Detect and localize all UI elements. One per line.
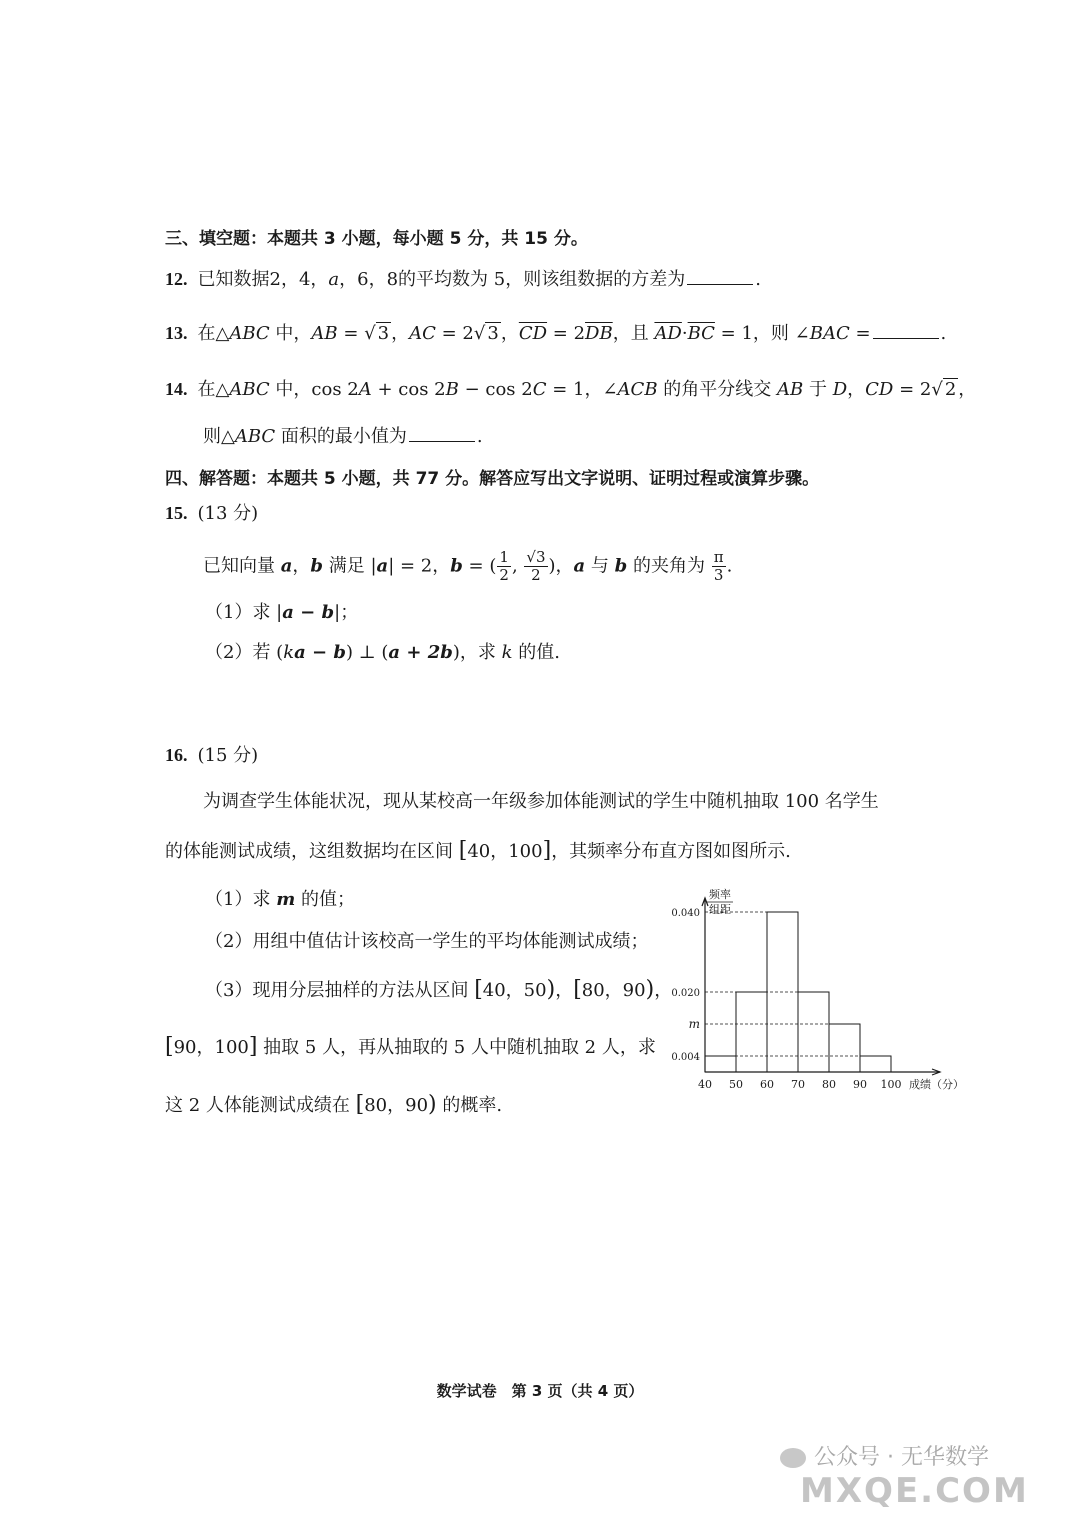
q14-D: D [832,379,848,400]
q15-p2a: a − b [294,642,346,663]
q15-t9: 的夹角为 [627,555,711,577]
q16-p3l3pre: 这 2 人体能测试成绩在 [165,1095,356,1116]
q16-p1pre: （1）求 [205,889,277,910]
q14-t3: + cos 2 [371,379,446,400]
q14-C: C [532,379,547,400]
y-tick-label: m [688,1017,700,1031]
q12-end: . [755,269,761,290]
q16-p3l2post: 抽取 5 人，再从抽取的 5 人中随机抽取 2 人，求 [257,1037,656,1058]
question-score: (15 分) [197,745,259,766]
q15-t3: 满足 | [323,555,377,577]
section-3-title: 三、填空题：本题共 3 小题，每小题 5 分，共 15 分。 [165,229,588,249]
question-14-line2 [203,424,483,450]
q13-comma1: ， [391,323,410,344]
x-axis-label: 成绩（分） [909,1078,964,1091]
q13-bac: BAC [809,323,850,344]
question-number: 16. [165,745,188,765]
bracket-close: ) [546,977,556,1002]
interval: 80，90 [581,980,646,1001]
y-tick-label: 0.020 [671,988,700,999]
q15-p2post: )，求 [452,642,502,663]
wechat-icon [780,1448,806,1468]
q13-ac: AC [409,323,436,344]
q16-p3pre: （3）现用分层抽样的方法从区间 [205,980,475,1001]
vec-b: b [614,555,628,577]
q13-abc: ABC [229,323,270,344]
vec-b: b [310,555,323,577]
x-tick-label: 90 [853,1078,867,1091]
y-tick-label: 0.040 [671,908,700,919]
y-axis-label-bottom: 组距 [709,903,731,916]
q14-t6: 的角平分线交 [657,379,777,400]
q16-l2pre: 的体能测试成绩，这组数据均在区间 [165,841,459,862]
vector-cd: $\overline{CD}$ [518,323,548,344]
answer-blank[interactable] [687,268,753,285]
vec-a: a [280,555,293,577]
q14-t9: = 2 [893,379,932,400]
q13-end: . [940,323,947,344]
bracket-close: ) [428,1092,437,1117]
q14-A: A [358,379,372,400]
q13-dot: · [681,323,688,344]
var-k: k [283,642,295,663]
question-15-part1 [205,600,358,626]
page-footer: 数学试卷 第 3 页（共 4 页） [436,1382,644,1400]
q14-abc: ABC [229,379,270,400]
q14-acb: ACB [617,379,658,400]
q15-p2end: 的值. [512,642,560,663]
watermark-site: MXQE.COM [800,1471,1029,1511]
frequency-histogram [660,882,980,1102]
x-tick-label: 80 [822,1078,836,1091]
bracket-open: [ [165,1034,174,1059]
q13-sqrt3: 3 [377,323,390,344]
histogram-bar [829,1024,860,1072]
question-16-part3-line3 [165,1092,502,1119]
var-m: m [276,889,296,910]
q14-l2abc: ABC [234,426,276,447]
q14-t1: 在△ [197,379,230,400]
question-16-line2 [165,838,791,865]
question-15-part2 [205,640,560,666]
vec-b: b [450,555,463,577]
q15-p1pre: （1）求 | [205,602,283,623]
vector-ad: $\overline{AD}$ [654,323,682,344]
fraction [497,549,511,584]
separator: ， [555,980,574,1001]
q15-t7: )， [548,555,574,577]
denominator: 2 [531,566,541,584]
q14-sqrt2: 2 [944,379,957,400]
numerator: 1 [499,548,509,566]
q15-t8: 与 [585,555,615,577]
q15-p2mid: ) ⊥ ( [346,642,389,663]
bracket-close: ) [645,977,655,1002]
x-tick-label: 100 [880,1078,902,1091]
q14-t2: 中，cos 2 [269,379,359,400]
interval: 40，100 [467,841,543,862]
var-k: k [501,642,513,663]
histogram-bar [860,1056,891,1072]
q12-mid: 的平均数为 5，则该组数据的方差为 [398,269,686,290]
vec-a: a [376,555,389,577]
y-tick-label: 0.004 [671,1052,700,1063]
bracket-open: [ [474,977,483,1002]
q15-t5: = ( [462,555,497,577]
question-number: 13. [165,323,188,343]
question-16-header [165,742,258,769]
q16-p3l3post: 的概率. [436,1095,503,1116]
q14-cd: CD [865,379,894,400]
q14-end: . [476,426,483,447]
q13-t1: 在△ [197,323,230,344]
histogram-bar [736,992,767,1072]
question-score: (13 分) [197,503,259,524]
separator: ， [654,980,673,1001]
question-15-header [165,500,258,527]
q14-t7: 于 [803,379,833,400]
q13-t2: 中， [269,323,312,344]
q15-t2: ， [292,555,311,577]
watermark [780,1440,1080,1511]
answer-blank[interactable] [873,322,939,339]
q15-t6: , [511,555,524,577]
question-16-part1 [205,887,355,913]
question-16-line1: 为调查学生体能状况，现从某校高一年级参加体能测试的学生中随机抽取 100 名学生 [203,791,879,812]
q13-sqrt3b: 3 [487,323,499,344]
bracket-close: ] [542,838,552,863]
q16-l2post: ，其频率分布直方图如图所示. [551,841,791,862]
q16-p1post: 的值； [295,889,355,910]
q13-ab: AB [311,323,338,344]
bracket-open: [ [573,977,582,1002]
histogram-bar [705,1056,736,1072]
q14-ab: AB [777,379,804,400]
y-axis-label-top: 频率 [709,888,731,901]
question-12 [165,266,761,293]
x-tick-label: 50 [729,1078,743,1091]
answer-blank[interactable] [409,425,475,442]
histogram-bar [798,992,829,1072]
question-16-part3-line2 [165,1034,656,1061]
q15-p1post: |； [334,602,359,623]
q15-p2pre: （2）若 ( [205,642,284,663]
q14-B: B [445,379,459,400]
interval: 80，90 [364,1095,429,1116]
denominator: 3 [713,566,724,584]
q15-p2c: a + 2b [388,642,453,663]
q13-eq5: = [849,323,871,344]
vector-db: $\overline{DB}$ [585,323,613,344]
question-15-stem [203,549,732,584]
interval: 90，100 [173,1037,249,1058]
q13-eq4: = 1，则 ∠ [714,323,810,344]
question-16-part2: （2）用组中值估计该校高一学生的平均体能测试成绩； [205,931,649,952]
q13-eq3: = 2 [547,323,586,344]
q14-t8: ， [847,379,866,400]
section-4-title: 四、解答题：本题共 5 小题，共 77 分。解答应写出文字说明、证明过程或演算步骤。 [165,469,820,489]
question-16-part3 [205,977,672,1004]
interval: 40，50 [482,980,547,1001]
q14-l2pre: 则△ [203,426,235,447]
x-tick-label: 60 [760,1078,774,1091]
q12-data2: ，6，8 [339,269,399,290]
watermark-text: 公众号 · 无华数学 [814,1445,989,1470]
question-number: 15. [165,503,188,523]
var-a: a [328,269,340,290]
q14-l2post: 面积的最小值为 [275,426,407,447]
bracket-close: ] [248,1034,258,1059]
q13-comma2: ， [500,323,519,344]
numerator: π [713,548,724,566]
q15-t1: 已知向量 [203,555,281,577]
bracket-open: [ [355,1092,365,1117]
fraction [524,549,547,584]
q15-end: . [726,555,733,577]
question-14: 14. 在△ABC 中，cos 2A + cos 2B − cos 2C = 1，∠ACB 的角平分线交 AB 于 D，CD = 2√ 2 ， [165,379,977,400]
q15-p1ab: a − b [282,602,335,623]
q12-text: 已知数据 [197,269,270,290]
q14-t5: = 1，∠ [546,379,618,400]
vec-a: a [573,555,586,577]
q15-t4: | = 2， [388,555,451,577]
question-13: 13. 在△ABC 中，AB = √ 3 ，AC = 2√ 3 ，$\overline{CD} = 2\overline{DB}$，且 $\overline{AD}\cdot\overline{BC} = 1$，则 ∠BAC = . [165,323,947,344]
q13-eq2: = 2 [435,323,474,344]
fraction [712,549,726,584]
vector-bc: $\overline{BC}$ [687,323,715,344]
q14-t4: − cos 2 [458,379,533,400]
q12-data: 2，4， [269,269,329,290]
numerator: √3 [526,548,546,566]
bracket-open: [ [458,838,468,863]
x-tick-label: 70 [791,1078,805,1091]
question-number: 14. [165,379,188,399]
question-number: 12. [165,269,188,289]
q14-t10: ， [958,379,977,400]
q13-eq1: = [337,323,365,344]
q13-t3: ，且 [612,323,655,344]
x-tick-label: 40 [698,1078,712,1091]
denominator: 2 [499,566,509,584]
